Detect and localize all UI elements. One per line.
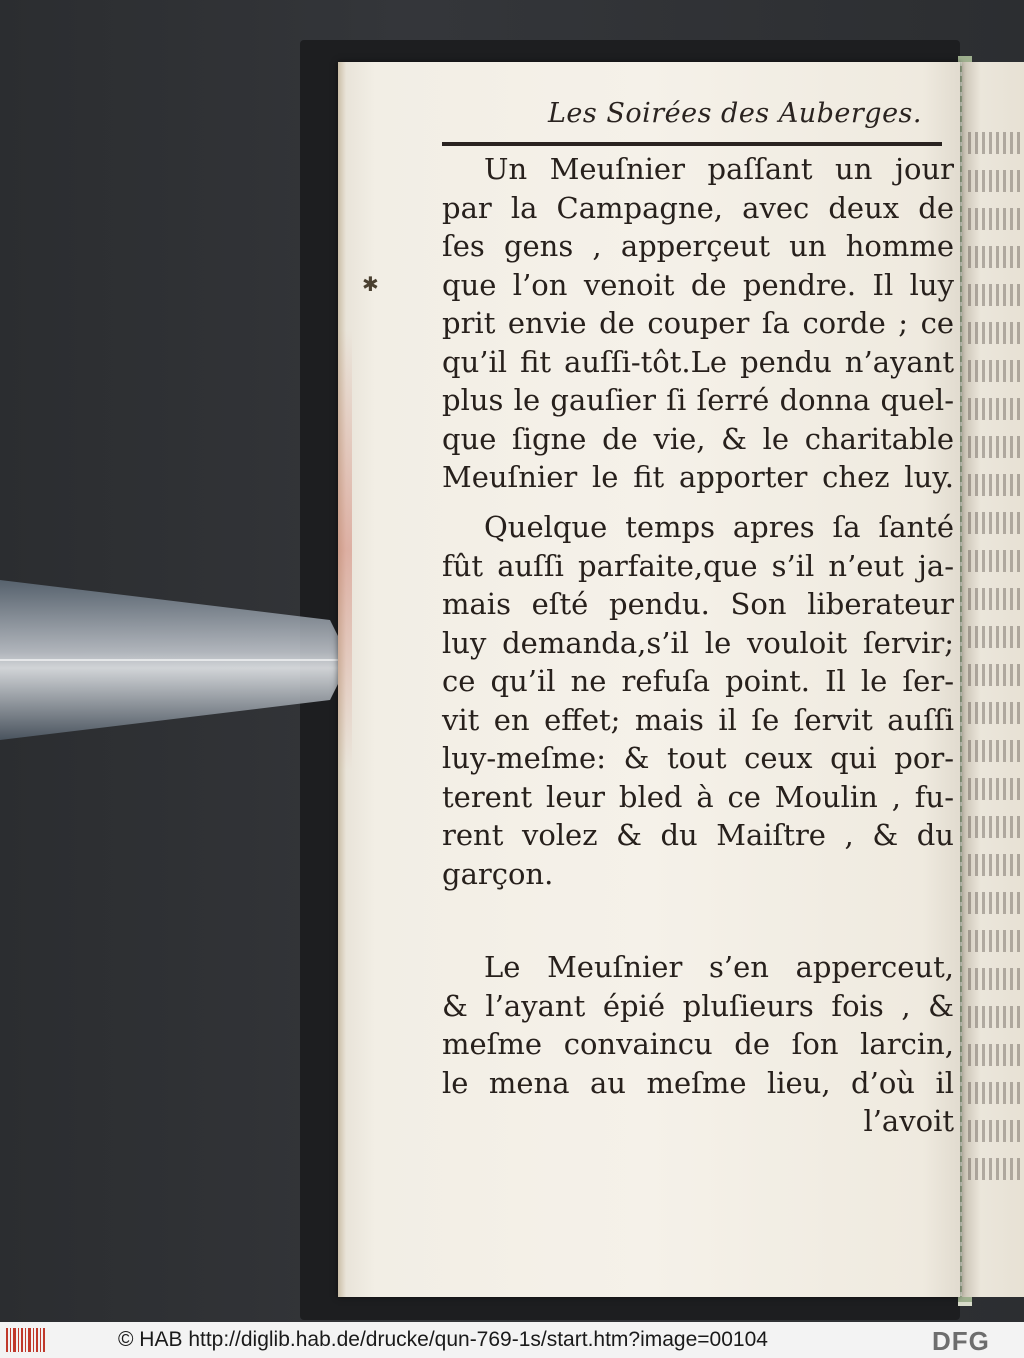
neighbor-text-mark	[968, 1006, 1024, 1028]
text-line: luy-meſme: & tout ceux qui por-	[442, 741, 954, 775]
text-line: meſme convaincu de ſon larcin,	[442, 1027, 954, 1061]
page-holder-arrow-icon	[0, 560, 360, 760]
viewer-footer	[0, 1322, 1024, 1358]
neighbor-text-mark	[968, 208, 1024, 230]
text-line: fût auſſi parfaite,que s’il n’eut ja-	[442, 548, 954, 583]
neighbor-text-mark	[968, 1044, 1024, 1066]
text-line: Un Meuſnier paſſant un jour	[484, 152, 954, 186]
neighbor-text-mark	[968, 1120, 1024, 1142]
dfg-logo: DFG	[932, 1326, 990, 1356]
neighbor-text-mark	[968, 588, 1024, 610]
text-line: rent volez & du Maiſtre , & du	[442, 818, 954, 852]
neighbor-text-mark	[968, 930, 1024, 952]
text-line: ce qu’il ne refuſa point. Il le ſer-	[442, 664, 954, 698]
running-header: Les Soirées des Auberges.	[548, 98, 922, 129]
neighbor-text-mark	[968, 1158, 1024, 1180]
neighbor-text-mark	[968, 398, 1024, 420]
neighbor-text-mark	[968, 664, 1024, 686]
neighbor-text-mark	[968, 778, 1024, 800]
neighbor-text-mark	[968, 284, 1024, 306]
neighbor-page	[962, 62, 1024, 1297]
header-rule	[442, 142, 942, 146]
text-line: qu’il fit auſſi-tôt.Le pendu n’ayant	[442, 344, 954, 379]
neighbor-text-mark	[968, 170, 1024, 192]
text-line: que l’on venoit de pendre. Il luy	[442, 267, 954, 302]
text-line: Quelque temps apres ſa ſanté	[484, 510, 954, 544]
neighbor-text-mark	[968, 702, 1024, 724]
text-line: luy demanda,s’il le vouloit ſervir;	[442, 625, 954, 660]
text-line: terent leur bled à ce Moulin , fu-	[442, 779, 954, 814]
neighbor-text-mark	[968, 132, 1024, 154]
text-line: prit envie de couper ſa corde ; ce	[442, 306, 954, 340]
neighbor-text-mark	[968, 474, 1024, 496]
neighbor-text-mark	[968, 740, 1024, 762]
text-line: & l’ayant épié pluſieurs fois , &	[442, 988, 954, 1023]
neighbor-text-mark	[968, 246, 1024, 268]
text-line: le mena au meſme lieu, d’où il	[442, 1065, 954, 1100]
page-edge-stain	[338, 330, 352, 770]
text-line: que ſigne de vie, & le charitable	[442, 421, 954, 456]
neighbor-text-mark	[968, 892, 1024, 914]
neighbor-text-mark	[968, 968, 1024, 990]
neighbor-text-mark	[968, 854, 1024, 876]
barcode-icon	[6, 1328, 46, 1352]
neighbor-text-mark	[968, 626, 1024, 648]
neighbor-text-mark	[968, 1082, 1024, 1104]
printer-ornament-icon: ✱	[362, 272, 379, 296]
neighbor-text-mark	[968, 816, 1024, 838]
neighbor-text-mark	[968, 436, 1024, 458]
text-line: garçon.	[442, 856, 554, 891]
paragraph-3	[442, 948, 954, 1141]
text-line: mais eſté pendu. Son liberateur	[442, 587, 954, 621]
text-line: Le Meuſnier s’en apperceut,	[484, 950, 954, 984]
text-line: par la Campagne, avec deux de	[442, 190, 954, 225]
paragraph-2	[442, 508, 954, 893]
text-line: Meuſnier le fit apporter chez luy.	[442, 460, 954, 494]
text-line: vit en effet; mais il ſe ſervit auſſi	[442, 702, 954, 737]
text-line: plus le gauſier ſi ſerré donna quel-	[442, 383, 954, 417]
copyright-link[interactable]: © HAB http://diglib.hab.de/drucke/qun-769-1s/start.htm?image=00104	[118, 1328, 768, 1351]
neighbor-text-mark	[968, 360, 1024, 382]
neighbor-text-mark	[968, 322, 1024, 344]
paragraph-1	[442, 150, 954, 497]
text-line: ſes gens , apperçeut un homme	[442, 229, 954, 263]
neighbor-text-mark	[968, 550, 1024, 572]
catchword: l’avoit	[863, 1104, 954, 1138]
neighbor-text-mark	[968, 512, 1024, 534]
